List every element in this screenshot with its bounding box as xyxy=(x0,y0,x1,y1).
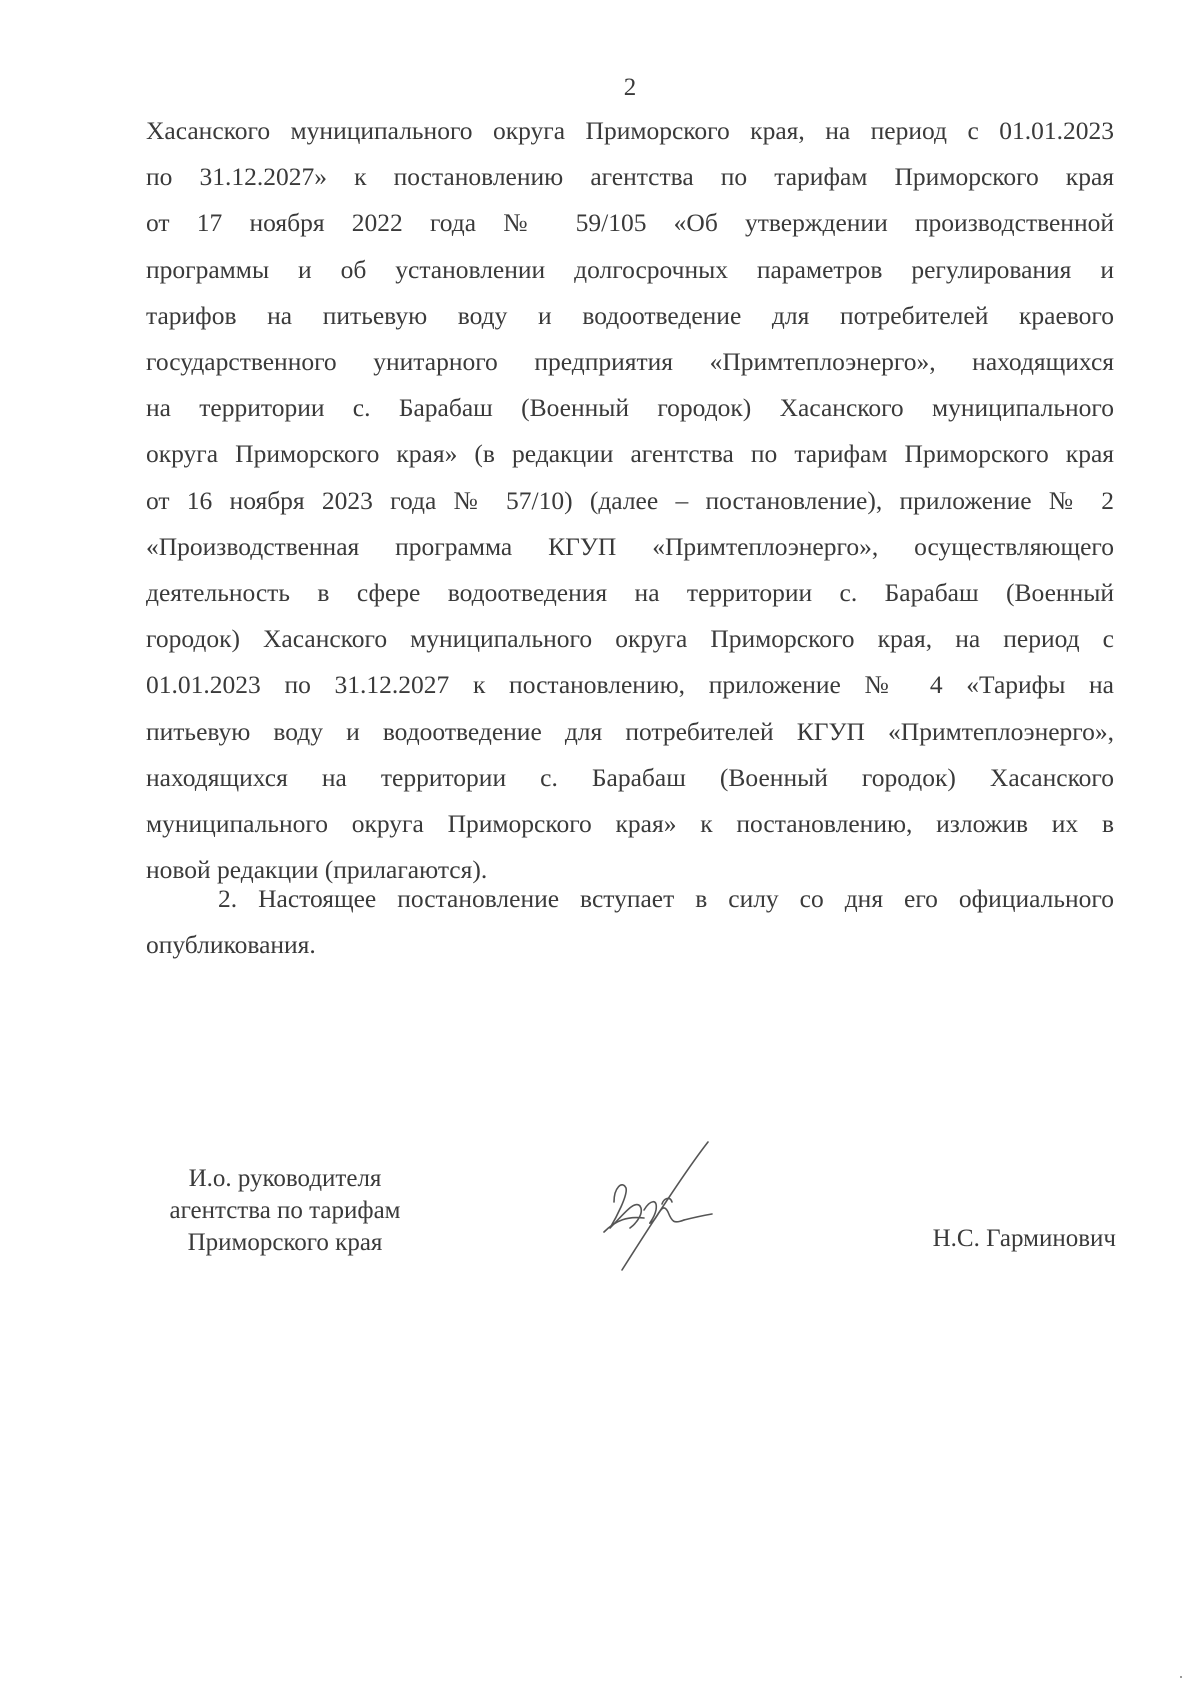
signatory-position-line: агентства по тарифам xyxy=(169,1197,401,1224)
text-line: 2. Настоящее постановление вступает в силу со дня его официального xyxy=(218,884,1114,913)
text-line: на территории с. Барабаш (Военный городок) Хасанского муниципального xyxy=(146,393,1114,423)
text-line: новой редакции (прилагаются). xyxy=(146,855,488,885)
text-line: находящихся на территории с. Барабаш (Военный городок) Хасанского xyxy=(146,762,1114,792)
text-line: «Производственная программа КГУП «Примтеплоэнерго», осуществляющего xyxy=(146,531,1114,561)
text-line: 01.01.2023 по 31.12.2027 к постановлению, приложение № 4 «Тарифы на xyxy=(146,670,1114,700)
text-line: тарифов на питьевую воду и водоотведение для потребителей краевого xyxy=(146,300,1114,330)
handwritten-signature xyxy=(600,1140,750,1280)
signatory-position-line: Приморского края xyxy=(187,1229,383,1256)
text-line: округа Приморского края» (в редакции агентства по тарифам Приморского края xyxy=(146,439,1114,469)
text-line: деятельность в сфере водоотведения на территории с. Барабаш (Военный xyxy=(146,578,1114,607)
signatory-name: Н.С. Гарминович xyxy=(932,1225,1116,1252)
text-line: программы и об установлении долгосрочных параметров регулирования и xyxy=(146,254,1114,284)
text-line: от 17 ноября 2022 года № 59/105 «Об утверждении производственной xyxy=(146,208,1114,238)
scan-speck xyxy=(1180,1676,1182,1678)
signatory-position xyxy=(140,1163,430,1259)
signatory-position-line: И.о. руководителя xyxy=(188,1165,382,1192)
text-line: государственного унитарного предприятия «Примтеплоэнерго», находящихся xyxy=(146,347,1114,376)
text-line: от 16 ноября 2023 года № 57/10) (далее – постановление), приложение № 2 xyxy=(146,485,1114,515)
page-number: 2 xyxy=(623,74,637,101)
text-line: Хасанского муниципального округа Приморского края, на период с 01.01.2023 xyxy=(146,116,1114,145)
text-line: муниципального округа Приморского края» к постановлению, изложив их в xyxy=(146,809,1114,838)
text-line: городок) Хасанского муниципального округа Приморского края, на период с xyxy=(146,624,1114,654)
text-line: питьевую воду и водоотведение для потребителей КГУП «Примтеплоэнерго», xyxy=(146,716,1114,746)
text-line: по 31.12.2027» к постановлению агентства по тарифам Приморского края xyxy=(146,162,1114,192)
text-line: опубликования. xyxy=(146,930,316,960)
